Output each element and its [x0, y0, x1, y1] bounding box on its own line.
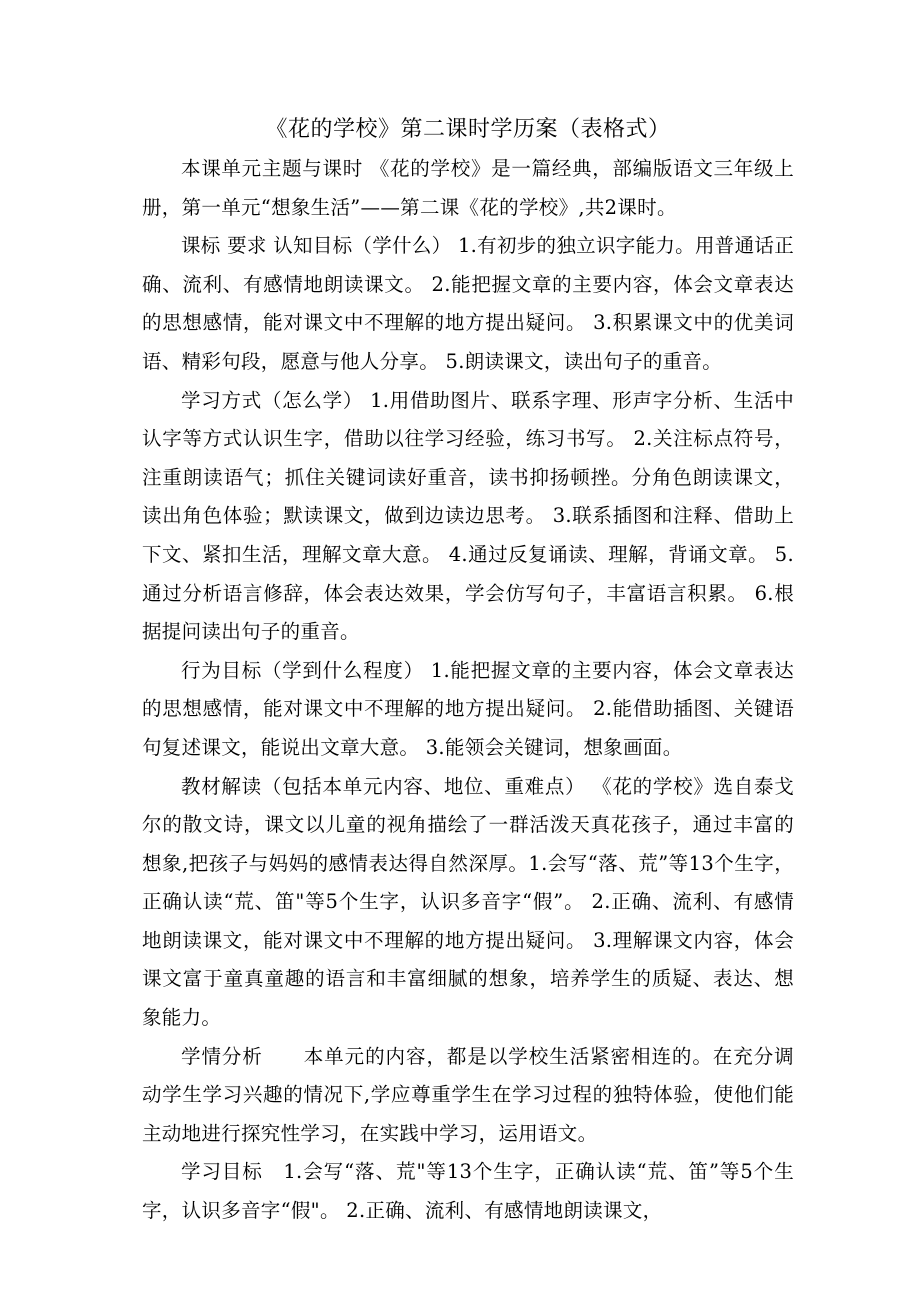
document-title: 《花的学校》第二课时学历案（表格式） [265, 117, 671, 142]
paragraph-student-analysis: 学情分析 本单元的内容，都是以学校生活紧密相连的。在充分调动学生学习兴趣的情况下,学应尊重学生在学习过程的独特体验，使他们能主动地进行探究性学习，在实践中学习，运用语文。 [142, 1044, 794, 1145]
document-page [142, 112, 794, 1231]
paragraph-curriculum-requirements: 课标 要求 认知目标（学什么） 1.有初步的独立识字能力。用普通话正确、流利、有感情地朗读课文。 2.能把握文章的主要内容，体会文章表达的思想感情，能对课文中不理解的地方提出疑问。 3.积累课文中的优美词语、精彩句段，愿意与他人分享。 5.朗读课文，读出句子的重音。 [142, 234, 794, 373]
paragraph-unit-theme: 本课单元主题与课时 《花的学校》是一篇经典，部编版语文三年级上册，第一单元“想象生活”——第二课《花的学校》,共2课时。 [142, 157, 794, 219]
paragraph-learning-objectives: 学习目标 1.会写“落、荒"等13个生字，正确认读“荒、笛”等5个生字，认识多音字“假"。 2.正确、流利、有感情地朗读课文， [142, 1160, 794, 1223]
paragraph-learning-methods: 学习方式（怎么学） 1.用借助图片、联系字理、形声字分析、生活中认字等方式认识生字，借助以往学习经验，练习书写。 2.关注标点符号，注重朗读语气；抓住关键词读好重音，读书抑扬顿挫。分角色朗读课文，读出角色体验；默读课文，做到边读边思考。 3.联系插图和注释、借助上下文、紧扣生活，理解文章大意。 4.通过反复诵读、理解，背诵文章。 5.通过分析语言修辞，体会表达效果，学会仿写句子，丰富语言积累。 6.根据提问读出句子的重音。 [142, 388, 794, 644]
paragraph-textbook-interpretation: 教材解读（包括本单元内容、地位、重难点） 《花的学校》选自泰戈尔的散文诗，课文以儿童的视角描绘了一群活泼天真花孩子，通过丰富的想象,把孩子与妈妈的感情表达得自然深厚。1.会写“落、荒”等13个生字，正确认读“荒、笛"等5个生字，认识多音字“假”。 2.正确、流利、有感情地朗读课文，能对课文中不理解的地方提出疑问。 3.理解课文内容，体会课文富于童真童趣的语言和丰富细腻的想象，培养学生的质疑、表达、想象能力。 [142, 774, 794, 1030]
paragraph-behavior-goals: 行为目标（学到什么程度） 1.能把握文章的主要内容，体会文章表达的思想感情，能对课文中不理解的地方提出疑问。 2.能借助插图、关键语句复述课文，能说出文章大意。 3.能领会关键词，想象画面。 [142, 658, 794, 759]
